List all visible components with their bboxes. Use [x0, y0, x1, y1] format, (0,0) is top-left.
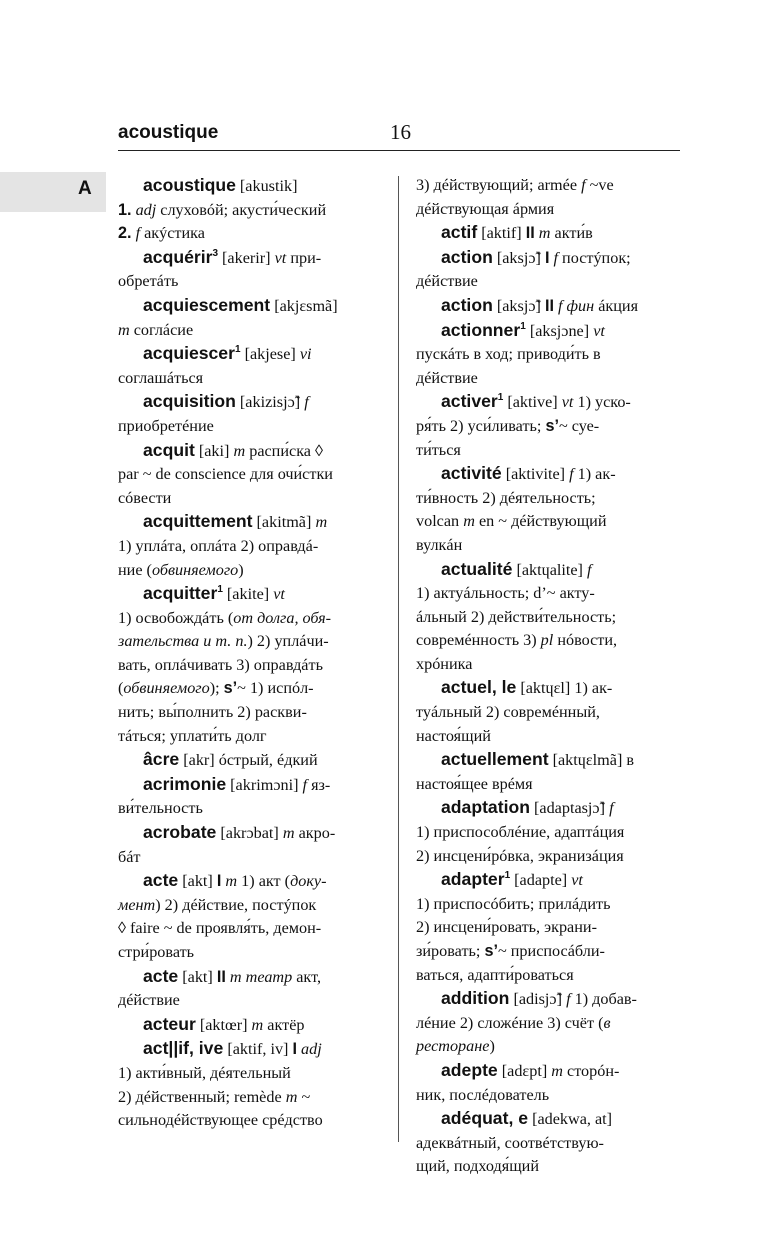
entry-text-line: [118, 270, 380, 294]
entry-text: вать, оплáчивать 3) оправдáть: [118, 655, 323, 674]
entry-text: ваться, адапти́роваться: [416, 965, 574, 984]
entry-text: 2) инсцени́рóвка, экранизáция: [416, 846, 624, 865]
entry-text: 1) акт (: [237, 872, 291, 891]
entry-text: [akrimɔni]: [226, 775, 303, 794]
conjugation-group: 1: [234, 344, 241, 356]
entry-text-line: [416, 606, 682, 630]
entry-headword-line: [118, 1037, 380, 1062]
entry-text-line: [118, 846, 380, 870]
headword: acquitter: [143, 583, 218, 604]
grammar-label: m: [463, 512, 475, 531]
entry-text-line: [416, 343, 682, 367]
headword: action: [441, 246, 493, 267]
entry-text: 2) дéйственный; remède: [118, 1087, 286, 1106]
entry-text: акти́в: [550, 224, 593, 243]
headword: addition: [441, 988, 510, 1009]
entry-text: [aksjɔne]: [525, 321, 594, 340]
entry-text: тáться; уплати́ть долг: [118, 726, 267, 745]
grammar-label: f: [581, 176, 586, 194]
entry-text: обретáть: [118, 272, 179, 291]
grammar-label: vt: [561, 393, 574, 412]
entry-text-line: [118, 487, 380, 511]
entry-text: ~ приспосáбли-: [497, 942, 605, 960]
entry-text: ти́вность 2) дéятельность;: [416, 488, 596, 507]
grammar-label: m: [285, 1087, 298, 1106]
entry-text-line: [118, 701, 380, 725]
entry-text: ник, послéдователь: [416, 1085, 550, 1104]
sense-marker: s’: [545, 416, 559, 435]
entry-text: ~ve: [585, 176, 614, 194]
headword: acte: [143, 870, 179, 891]
entry-headword-line: [416, 1107, 682, 1132]
entry-text: ◊ faire ~ de проявля́ть, демон-: [118, 919, 322, 938]
entry-headword-line: [118, 342, 380, 367]
entry-text: 1) акти́вный, дéятельный: [118, 1063, 291, 1082]
entry-text: ~ 1) испóл-: [237, 679, 314, 698]
conjugation-group: 1: [497, 392, 504, 404]
entry-text-line: [416, 439, 682, 463]
headword: adapter: [441, 869, 505, 890]
entry-text: акро-: [294, 824, 336, 843]
entry-text-line: [416, 198, 682, 222]
entry-headword-line: [118, 821, 380, 846]
entry-headword-line: [416, 558, 682, 583]
entry-text: 2) инсцени́ровать, экрани-: [416, 918, 597, 937]
entry-text-line: [416, 845, 682, 869]
entry-text: дéйствие: [416, 368, 478, 387]
grammar-label: vt: [571, 871, 583, 890]
headword: acte: [143, 965, 179, 986]
grammar-label: vt: [274, 248, 287, 267]
grammar-label: в: [603, 1013, 611, 1032]
entry-text: [adapte]: [510, 871, 572, 890]
entry-headword-line: [118, 246, 380, 271]
right-column: [416, 174, 682, 1179]
entry-text: стри́ровать: [118, 943, 195, 961]
entry-text: [aktif]: [477, 224, 526, 243]
entry-text: акт,: [292, 967, 321, 986]
entry-headword-line: [416, 676, 682, 701]
entry-text-line: [416, 893, 682, 917]
entry-headword-line: [416, 294, 682, 319]
entry-text-line: [416, 725, 682, 749]
entry-text: [akerir]: [218, 248, 275, 267]
entry-text: приобретéние: [118, 416, 214, 435]
entry-text: [adisjɔ̃]: [509, 990, 567, 1009]
entry-text-line: [118, 222, 380, 246]
entry-text: [akjese]: [240, 345, 300, 364]
entry-headword-line: [118, 748, 380, 773]
entry-text-line: [416, 1012, 682, 1036]
grammar-label: доку-: [290, 872, 327, 891]
grammar-label: adj: [301, 1040, 322, 1059]
sense-marker: I: [292, 1040, 297, 1059]
grammar-label: ресторане: [416, 1037, 490, 1056]
entry-text-line: [416, 1155, 682, 1179]
entry-text-line: [118, 1109, 380, 1133]
grammar-label: adj: [135, 200, 157, 219]
entry-text: акýстика: [140, 224, 205, 243]
entry-text: ~ суе-: [558, 416, 600, 435]
entry-text: совремéнность 3): [416, 631, 541, 650]
entry-text-line: [416, 916, 682, 940]
entry-text: 3) дéйствующий; armée: [416, 176, 582, 194]
entry-text-line: [118, 725, 380, 749]
entry-text: ) 2) уплáчи-: [247, 632, 329, 651]
entry-text: дéйствие: [118, 991, 180, 1010]
entry-text-line: [118, 677, 380, 701]
page-number: 16: [390, 120, 411, 144]
headword: adéquat, e: [441, 1108, 529, 1129]
headword: acoustique: [143, 175, 236, 195]
entry-text: 1) актуáльность; d’~ акту-: [416, 584, 595, 603]
sense-marker: I: [216, 872, 222, 891]
grammar-label: от долга, обя-: [233, 608, 332, 627]
grammar-label: обвиняемого: [151, 560, 239, 579]
headword: acquittement: [143, 511, 253, 532]
entry-text-line: [118, 463, 380, 487]
entry-text: щий, подходя́щий: [416, 1157, 539, 1176]
entry-text: настоя́щий: [416, 726, 491, 745]
entry-text: [akite]: [222, 585, 274, 604]
conjugation-group: 1: [504, 870, 511, 882]
entry-text: [aktivite]: [501, 465, 570, 484]
entry-text: [aktœr]: [195, 1015, 252, 1034]
entry-text: зи́ровать;: [416, 942, 485, 960]
grammar-label: f: [569, 465, 574, 484]
entry-text: вулкáн: [416, 535, 463, 554]
headword: actionner: [441, 319, 521, 340]
entry-text-line: [416, 701, 682, 725]
entry-text-line: [416, 367, 682, 391]
sense-marker: II: [525, 224, 535, 243]
entry-headword-line: [416, 221, 682, 246]
grammar-label: m: [282, 824, 295, 843]
entry-text: [aki]: [194, 441, 234, 460]
entry-headword-line: [118, 965, 380, 990]
entry-text: при-: [286, 248, 322, 267]
entry-text: 1) ак-: [573, 465, 616, 484]
entry-text: лéние 2) сложéние 3) счёт (: [416, 1013, 604, 1032]
entry-text-line: [416, 964, 682, 988]
entry-text-line: [118, 1062, 380, 1086]
grammar-label: f: [304, 393, 309, 412]
entry-text: 1) приспособлéние, адаптáция: [416, 823, 625, 842]
entry-text-line: [118, 630, 380, 654]
entry-text: [aktive]: [503, 393, 562, 412]
entry-text: 1) освобождáть (: [118, 608, 234, 627]
grammar-label: m: [538, 224, 551, 243]
entry-text: ): [238, 560, 244, 579]
grammar-label: vi: [299, 345, 312, 364]
conjugation-group: 1: [217, 584, 223, 596]
entry-text-line: [118, 894, 380, 918]
grammar-label: f: [566, 990, 571, 1009]
grammar-label: m: [551, 1061, 563, 1080]
entry-text: 1) уско-: [573, 393, 631, 412]
thumb-index-letter: A: [78, 178, 92, 199]
entry-text: ние (: [118, 560, 152, 579]
entry-text: [akitmã]: [252, 513, 316, 532]
entry-text: áкция: [594, 296, 639, 315]
thumb-index-tab: [0, 172, 106, 212]
entry-text-line: [118, 199, 380, 223]
entry-text: постýпок;: [558, 248, 631, 267]
entry-text: [akizisjɔ̃]: [235, 393, 305, 412]
entry-text: сторóн-: [562, 1061, 620, 1080]
entry-text-line: [118, 917, 380, 941]
entry-headword-line: [416, 987, 682, 1012]
entry-headword-line: [416, 1059, 682, 1084]
entry-text-line: [118, 559, 380, 583]
grammar-label: vt: [273, 585, 285, 604]
entry-text-line: [118, 989, 380, 1013]
running-head: acoustique: [118, 122, 219, 143]
entry-text: соглашáться: [118, 368, 204, 387]
entry-text: дéйствующая áрмия: [416, 199, 555, 218]
sense-marker: II: [216, 967, 226, 986]
headword: adepte: [441, 1059, 498, 1080]
entry-text: volcan: [416, 512, 464, 531]
headword: acteur: [143, 1013, 196, 1034]
entry-text: áльный 2) действи́тельность;: [416, 607, 617, 626]
headword: acquit: [143, 439, 195, 460]
entry-headword-line: [416, 319, 682, 344]
grammar-label: f: [553, 248, 558, 267]
grammar-label: m: [315, 513, 328, 532]
headword: acquiescer: [143, 343, 235, 364]
entry-text: распи́ска ◊: [245, 441, 324, 460]
entry-text-line: [118, 654, 380, 678]
entry-text: ): [489, 1037, 495, 1056]
entry-text: [adaptasjɔ̃]: [529, 799, 610, 818]
entry-headword-line: [416, 796, 682, 821]
entry-text: хрóника: [416, 654, 473, 673]
headword: actuellement: [441, 749, 549, 770]
entry-text: ря́ть 2) уси́ливать;: [416, 416, 546, 435]
entry-text: [aktɥɛlmã] в: [548, 751, 635, 770]
grammar-label: m: [233, 441, 246, 460]
entry-text: [akrɔbat]: [216, 824, 283, 843]
grammar-label: зательства и т. п.: [118, 632, 248, 651]
entry-text-line: [416, 1084, 682, 1108]
entry-headword-line: [118, 582, 380, 607]
entry-text-line: [118, 535, 380, 559]
entry-text-line: [416, 510, 682, 534]
sense-marker: s’: [484, 942, 498, 960]
headword: acquérir: [143, 246, 213, 267]
entry-text: ти́ться: [416, 440, 461, 459]
grammar-label: vt: [593, 321, 605, 340]
left-column: [118, 174, 380, 1133]
entry-text: [akt]: [178, 967, 217, 986]
entry-text: нить; вы́полнить 2) раскви-: [118, 703, 307, 722]
entry-text: [akustik]: [235, 177, 298, 195]
conjugation-group: 3: [212, 247, 218, 259]
entry-headword-line: [416, 868, 682, 893]
sense-marker: s’: [223, 679, 238, 698]
entry-text: (: [118, 679, 124, 698]
grammar-label: m театр: [229, 967, 293, 986]
entry-text-line: [416, 487, 682, 511]
entry-text-line: [416, 415, 682, 439]
entry-text: 1) добав-: [570, 990, 637, 1009]
entry-headword-line: [416, 246, 682, 271]
entry-text: адеквáтный, соотвéтствую-: [416, 1133, 604, 1152]
entry-text-line: [416, 1035, 682, 1059]
grammar-label: f фин: [558, 296, 595, 315]
entry-text: 1) уплáта, оплáта 2) оправдá-: [118, 536, 319, 555]
headword: activer: [441, 391, 498, 412]
sense-marker: 2.: [118, 224, 132, 243]
entry-headword-line: [416, 748, 682, 773]
grammar-label: f: [135, 224, 141, 243]
entry-text: en ~ дéйствующий: [474, 512, 607, 531]
entry-text-line: [416, 629, 682, 653]
entry-text-line: [416, 940, 682, 964]
headword: âcre: [143, 749, 180, 770]
entry-text: );: [209, 679, 224, 698]
headword: actuel, le: [441, 677, 517, 698]
entry-text: дéйствие: [416, 272, 478, 291]
entry-headword-line: [118, 294, 380, 319]
headword: actualité: [441, 558, 513, 579]
entry-text-line: [118, 797, 380, 821]
entry-headword-line: [118, 174, 380, 199]
grammar-label: f: [587, 560, 592, 579]
entry-text: соглáсие: [129, 320, 194, 339]
sense-marker: II: [544, 296, 554, 315]
entry-text: [akr] óстрый, éдкий: [179, 751, 318, 770]
entry-headword-line: [118, 869, 380, 894]
headword: act||if, ive: [143, 1038, 224, 1059]
entry-text: [akjɛsmã]: [270, 296, 338, 315]
entry-text: настоя́щее врéмя: [416, 774, 533, 793]
entry-text: пускáть в ход; приводи́ть в: [416, 345, 601, 364]
entry-text-line: [118, 319, 380, 343]
entry-text-line: [118, 607, 380, 631]
entry-text: [adɛpt]: [497, 1061, 552, 1080]
entry-text: туáльный 2) совремéнный,: [416, 703, 600, 722]
entry-text-line: [416, 653, 682, 677]
grammar-label: f: [609, 799, 614, 818]
column-divider: [398, 176, 399, 1142]
entry-headword-line: [118, 390, 380, 415]
entry-text: 1) приспосóбить; прилáдить: [416, 894, 611, 913]
page-header: [118, 118, 680, 151]
grammar-label: m: [118, 320, 130, 339]
entry-text: [akt]: [178, 872, 217, 891]
entry-text: [aktɥalite]: [512, 560, 587, 579]
entry-text: [aktɥɛl] 1) ак-: [516, 679, 613, 698]
sense-marker: 1.: [118, 200, 132, 219]
entry-text: бáт: [118, 847, 141, 866]
entry-headword-line: [118, 1013, 380, 1038]
entry-text: [aksjɔ̃]: [492, 296, 545, 315]
entry-text: ви́тельность: [118, 799, 203, 818]
entry-text: слуховóй; акусти́ческий: [156, 200, 327, 219]
grammar-label: f: [302, 775, 308, 794]
entry-text: яз-: [307, 775, 331, 794]
entry-text: [adekwa, at]: [528, 1110, 613, 1129]
entry-headword-line: [118, 510, 380, 535]
entry-headword-line: [118, 773, 380, 798]
headword: acquiescement: [143, 294, 271, 315]
headword: activité: [441, 463, 502, 484]
grammar-label: pl: [540, 631, 554, 650]
entry-text: ) 2) дéйствие, постýпок: [155, 895, 317, 914]
entry-text-line: [416, 773, 682, 797]
entry-text-line: [118, 367, 380, 391]
entry-text: [aksjɔ̃]: [492, 248, 545, 267]
headword: adaptation: [441, 797, 530, 818]
entry-text: par ~ de conscience для очи́стки: [118, 465, 333, 484]
entry-text: сильнодéйствующее срéдство: [118, 1111, 323, 1130]
grammar-label: m: [251, 1015, 264, 1034]
entry-text-line: [416, 270, 682, 294]
entry-text-line: [118, 1086, 380, 1110]
grammar-label: обвиняемого: [123, 679, 210, 698]
entry-text-line: [416, 534, 682, 558]
conjugation-group: 1: [520, 320, 526, 332]
entry-text-line: [118, 415, 380, 439]
entry-text: актёр: [263, 1015, 305, 1034]
headword: acrobate: [143, 822, 217, 843]
entry-text-line: [416, 582, 682, 606]
entry-text: ~: [297, 1087, 311, 1106]
headword: acrimonie: [143, 773, 227, 794]
entry-headword-line: [416, 390, 682, 415]
sense-marker: I: [544, 248, 550, 267]
entry-text: нóвости,: [553, 631, 618, 650]
entry-text-line: [416, 1132, 682, 1156]
headword: acquisition: [143, 391, 236, 412]
headword: actif: [441, 222, 478, 243]
headword: action: [441, 294, 493, 315]
entry-headword-line: [118, 439, 380, 464]
entry-text-line: [416, 174, 682, 198]
entry-text-line: [118, 941, 380, 965]
grammar-label: мент: [118, 895, 156, 914]
entry-text-line: [416, 821, 682, 845]
entry-headword-line: [416, 462, 682, 487]
grammar-label: m: [225, 872, 238, 891]
entry-text: сóвести: [118, 488, 172, 507]
entry-text: [aktif, iv]: [223, 1040, 293, 1059]
